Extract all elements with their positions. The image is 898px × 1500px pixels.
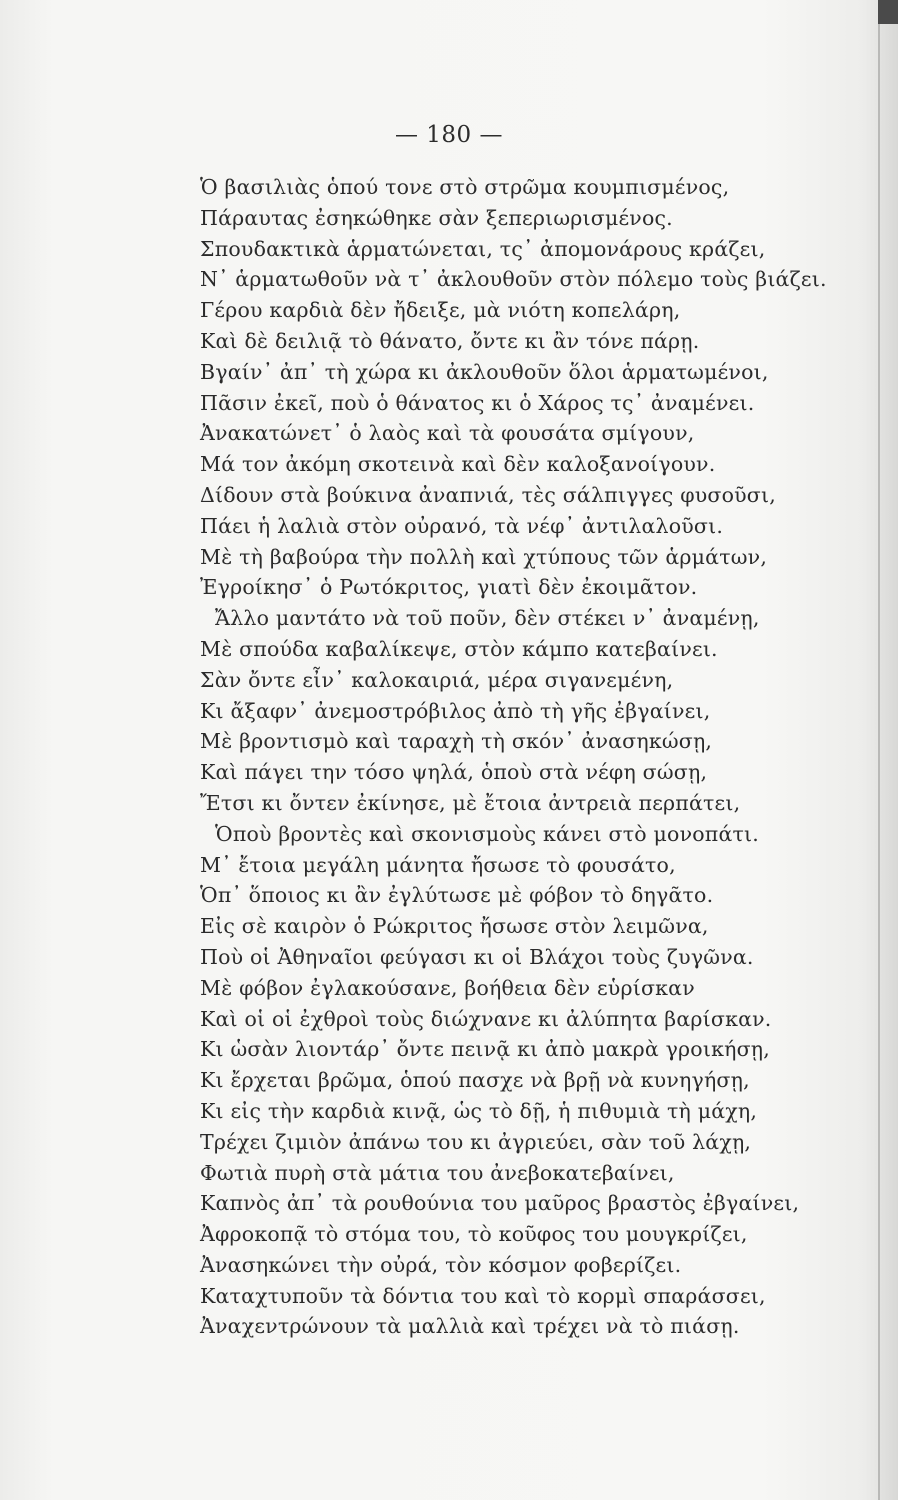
verse-line: Ἀνασηκώνει τὴν οὐρά, τὸν κόσμον φοβερίζει.: [200, 1252, 682, 1277]
verse-line: Ἐγροίκησ᾽ ὁ Ρωτόκριτος, γιατὶ δὲν ἐκοιμᾶτον.: [200, 575, 698, 600]
verse-line: Σπουδακτικὰ ἁρματώνεται, τς᾽ ἀπομονάρους κράζει,: [200, 236, 766, 261]
verse-line: Ἀνακατώνετ᾽ ὁ λαὸς καὶ τὰ φουσάτα σμίγουν,: [200, 421, 695, 446]
verse-line: Κι ἔρχεται βρῶμα, ὁπού πασχε νὰ βρῇ νὰ κυνηγήσῃ,: [200, 1068, 750, 1093]
verse-line: Καὶ δὲ δειλιᾷ τὸ θάνατο, ὄντε κι ἂν τόνε πάρῃ.: [200, 328, 700, 353]
page-number: — 180 —: [394, 122, 504, 148]
verse-line: Τρέχει ζιμιὸν ἀπάνω του κι ἀγριεύει, σὰν τοῦ λάχῃ,: [200, 1129, 752, 1154]
page-edge: [880, 0, 898, 1500]
verse-line: Γέρου καρδιὰ δὲν ἤδειξε, μὰ νιότη κοπελάρη,: [200, 298, 681, 323]
verse-line: Ἀναχεντρώνουν τὰ μαλλιὰ καὶ τρέχει νὰ τὸ πιάσῃ.: [200, 1314, 740, 1339]
verse-line: Εἰς σὲ καιρὸν ὁ Ρώκριτος ἤσωσε στὸν λειμῶνα,: [200, 914, 709, 939]
verse-line: Καπνὸς ἀπ᾽ τὰ ρουθούνια του μαῦρος βραστὸς ἐβγαίνει,: [200, 1191, 800, 1216]
verse-line: Ν᾽ ἁρματωθοῦν νὰ τ᾽ ἀκλουθοῦν στὸν πόλεμο τοὺς βιάζει.: [200, 267, 827, 292]
verse-line: Σὰν ὄντε εἶν᾽ καλοκαιριά, μέρα σιγανεμένη,: [200, 667, 674, 692]
verse-line: Ἄλλο μαντάτο νὰ τοῦ ποῦν, δὲν στέκει ν᾽ ἀναμένῃ,: [215, 606, 760, 631]
verse-line: Κι ἄξαφν᾽ ἀνεμοστρόβιλος ἀπὸ τὴ γῆς ἐβγαίνει,: [200, 698, 711, 723]
verse-line: Πᾶσιν ἐκεῖ, ποὺ ὁ θάνατος κι ὁ Χάρος τς᾽ ἀναμένει.: [200, 390, 755, 415]
verse-line: Δίδουν στὰ βούκινα ἀναπνιά, τὲς σάλπιγγες φυσοῦσι,: [200, 482, 776, 507]
verse-line: Καὶ οἱ οἱ ἐχθροὶ τοὺς διώχνανε κι ἀλύπητα βαρίσκαν.: [200, 1006, 772, 1031]
scan-corner: [878, 0, 898, 24]
verse-line: Καταχτυποῦν τὰ δόντια του καὶ τὸ κορμὶ σπαράσσει,: [200, 1283, 766, 1308]
verse-line: Μὲ σπούδα καβαλίκεψε, στὸν κάμπο κατεβαίνει.: [200, 636, 718, 661]
verse-line: Μὲ βροντισμὸ καὶ ταραχὴ τὴ σκόν᾽ ἀνασηκώσῃ,: [200, 729, 713, 754]
verse-line: Ποὺ οἱ Ἀθηναῖοι φεύγασι κι οἱ Βλάχοι τοὺς ζυγῶνα.: [200, 944, 754, 969]
verse-line: Πάει ἡ λαλιὰ στὸν οὐρανό, τὰ νέφ᾽ ἀντιλαλοῦσι.: [200, 513, 724, 538]
verse-line: Κι εἰς τὴν καρδιὰ κινᾷ, ὡς τὸ δῇ, ἡ πιθυμιὰ τὴ μάχη,: [200, 1098, 758, 1123]
verse-list: [200, 172, 850, 1342]
verse-line: Ἔτσι κι ὄντεν ἐκίνησε, μὲ ἔτοια ἀντρειὰ περπάτει,: [200, 790, 741, 815]
verse-line: Ἀφροκοπᾷ τὸ στόμα του, τὸ κοῦφος του μουγκρίζει,: [200, 1222, 748, 1247]
verse-line: Μά τον ἀκόμη σκοτεινὰ καὶ δὲν καλοξανοίγουν.: [200, 452, 716, 477]
verse-line: Ὁ βασιλιὰς ὁπού τονε στὸ στρῶμα κουμπισμένος,: [200, 175, 730, 199]
verse-line: Μ᾽ ἔτοια μεγάλη μάνητα ἤσωσε τὸ φουσάτο,: [200, 852, 676, 877]
verse-line: Ὁπ᾽ ὅποιος κι ἂν ἐγλύτωσε μὲ φόβον τὸ δηγᾶτο.: [200, 883, 714, 908]
verse-line: Κι ὡσὰν λιοντάρ᾽ ὄντε πεινᾷ κι ἀπὸ μακρὰ γροικήσῃ,: [200, 1037, 770, 1062]
verse-line: Βγαίν᾽ ἀπ᾽ τὴ χώρα κι ἀκλουθοῦν ὅλοι ἁρματωμένοι,: [200, 359, 769, 384]
verse-line: Φωτιὰ πυρὴ στὰ μάτια του ἀνεβοκατεβαίνει,: [200, 1160, 675, 1185]
verse-line: Μὲ τὴ βαβούρα τὴν πολλὴ καὶ χτύπους τῶν ἁρμάτων,: [200, 544, 768, 569]
verse-line: Ὁποὺ βροντὲς καὶ σκονισμοὺς κάνει στὸ μονοπάτι.: [215, 821, 760, 846]
binding-line: [878, 0, 880, 1500]
verse-line: Πάραυτας ἐσηκώθηκε σὰν ξεπεριωρισμένος.: [200, 205, 673, 230]
verse-line: Μὲ φόβον ἐγλακούσανε, βοήθεια δὲν εὑρίσκαν: [200, 975, 695, 1000]
verse-line: Καὶ πάγει την τόσο ψηλά, ὁποὺ στὰ νέφη σώσῃ,: [200, 760, 708, 785]
